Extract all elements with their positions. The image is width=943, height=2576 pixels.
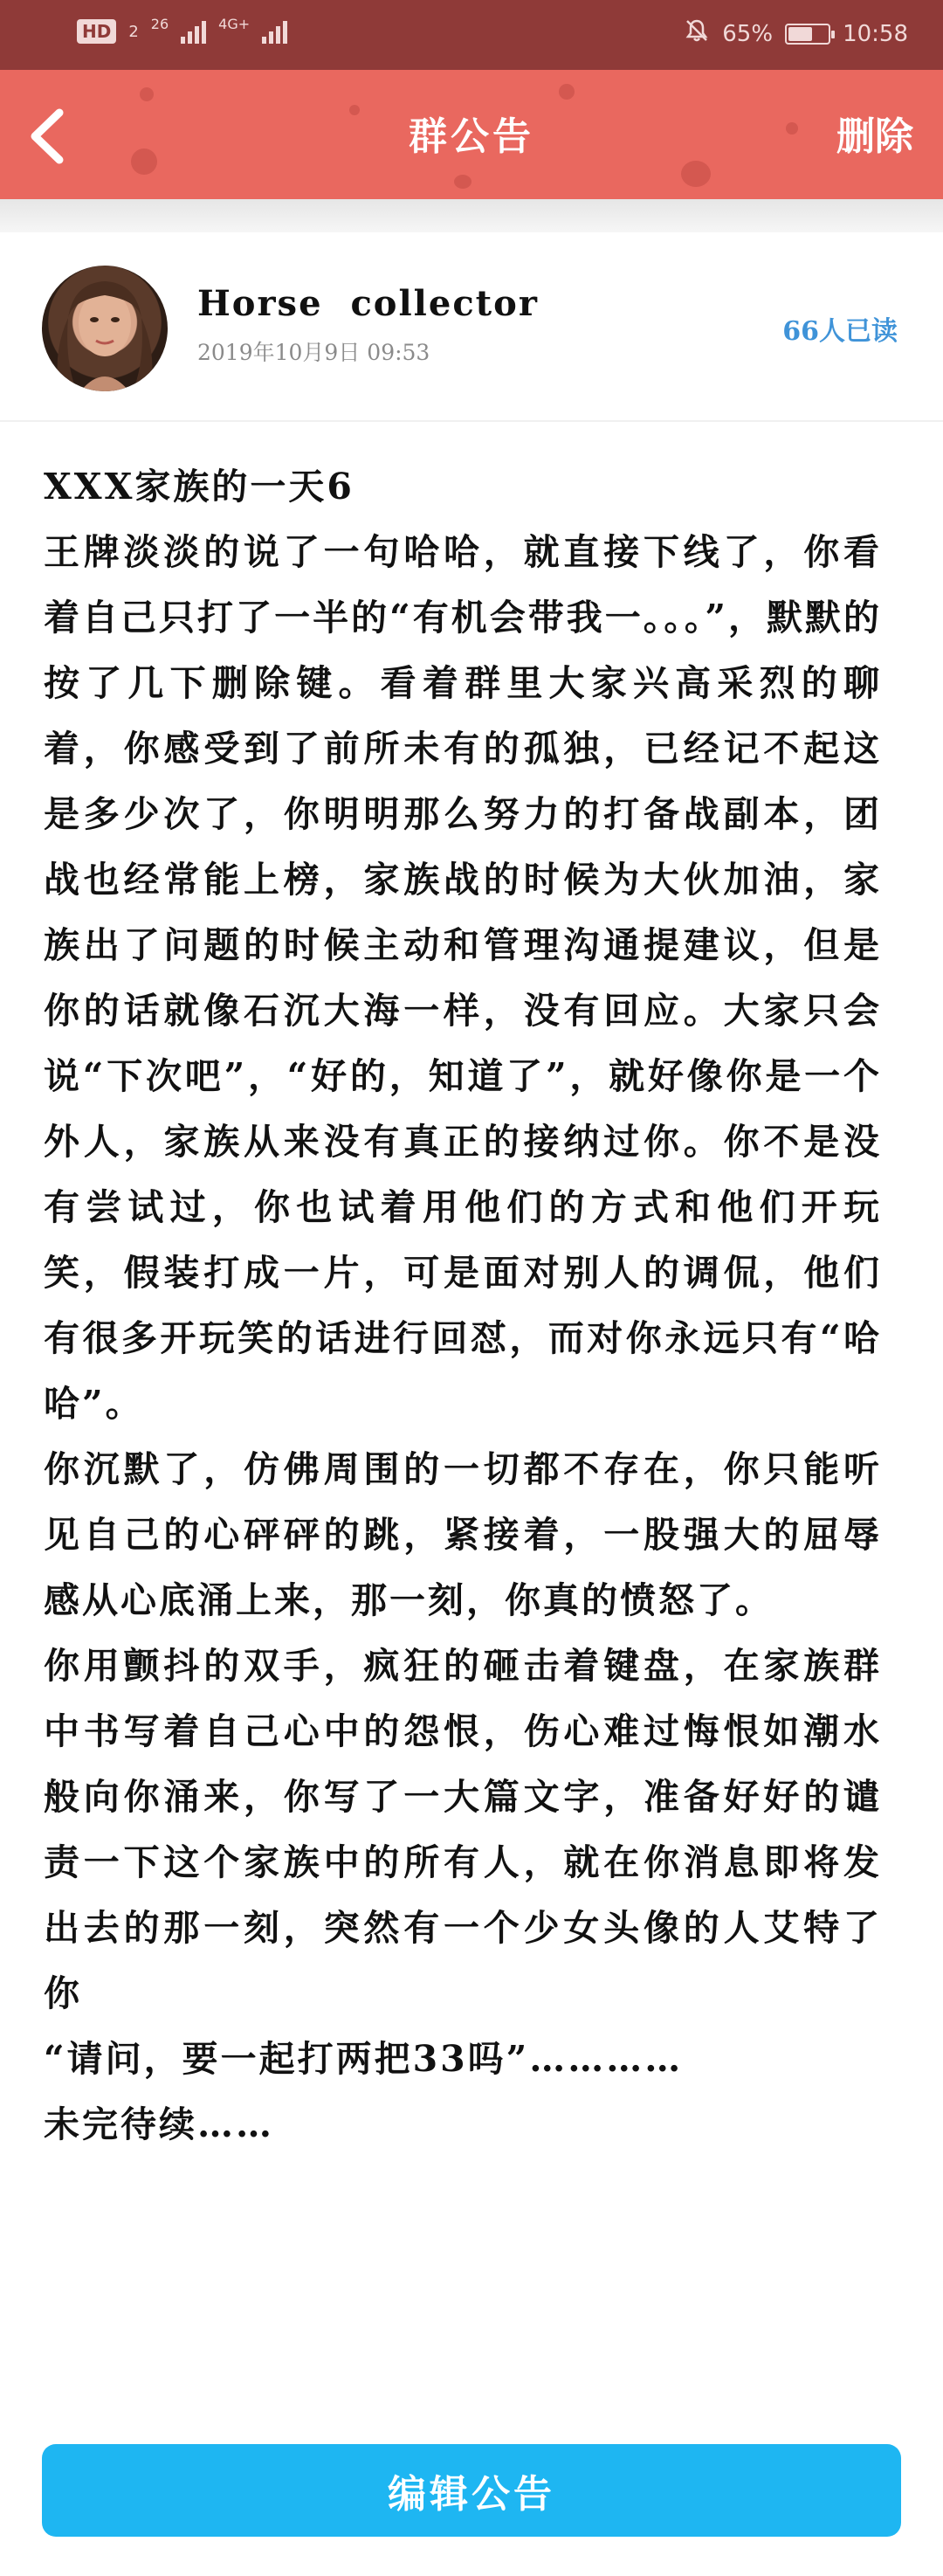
announcement-title: XXX家族的一天6 [44, 466, 354, 508]
signal-icon [181, 19, 206, 44]
announcement-content [44, 454, 882, 2158]
battery-icon [785, 24, 830, 45]
hd-badge: HD [77, 19, 116, 44]
bell-mute-icon [684, 17, 710, 50]
clock: 10:58 [843, 20, 908, 47]
header-decor [140, 87, 154, 101]
signal-2-label: 4G+ [218, 16, 251, 32]
announcement-paragraph: “请问，要一起打两把33吗”………… [44, 2038, 684, 2080]
post-time: 2019年10月9日 09:53 [197, 340, 430, 365]
announcement-paragraph: 未完待续…… [44, 2103, 274, 2145]
status-bar [0, 0, 943, 70]
hd-sub-label: 2 [128, 22, 139, 41]
read-count-link[interactable]: 66人已读 [782, 316, 898, 347]
avatar[interactable] [42, 266, 168, 391]
signal-icon [262, 19, 287, 44]
header-decor [454, 175, 472, 189]
battery-fill [788, 27, 812, 41]
announcement-paragraph: 你沉默了，仿佛周围的一切都不存在，你只能听见自己的心砰砰的跳，紧接着，一股强大的屈辱感从心底涌上来，那一刻，你真的愤怒了。 [44, 1448, 882, 1621]
header-bar [0, 70, 943, 199]
delete-button[interactable]: 删除 [836, 105, 913, 161]
announcement-paragraph: 你用颤抖的双手，疯狂的砸击着键盘，在家族群中书写着自己心中的怨恨，伤心难过悔恨如潮水般向你涌来，你写了一大篇文字，准备好好的谴责一下这个家族中的所有人，就在你消息即将发出去的那一刻，突然有一个少女头像的人艾特了你 [44, 1645, 882, 2014]
edit-announcement-button[interactable]: 编辑公告 [42, 2444, 901, 2537]
header-shadow [0, 199, 943, 232]
page-title: 群公告 [409, 114, 534, 159]
header-decor [681, 161, 711, 187]
signal-1-label: 26 [150, 16, 169, 32]
announcement-paragraph: 王牌淡淡的说了一句哈哈，就直接下线了，你看着自己只打了一半的“有机会带我一。。。”，默默的按了几下删除键。看着群里大家兴高采烈的聊着，你感受到了前所未有的孤独，已经记不起这是多少次了，你明明那么努力的打备战副本，团战也经常能上榜，家族战的时候为大伙加油，家族出了问题的时候主动和管理沟通提建议，但是你的话就像石沉大海一样，没有回应。大家只会说“下次吧”，“好的，知道了”，就好像你是一个外人，家族从来没有真正的接纳过你。你不是没有尝试过，你也试着用他们的方式和他们开玩笑，假装打成一片，可是面对别人的调侃，他们有很多开玩笑的话进行回怼，而对你永远只有“哈哈”。 [44, 531, 882, 1425]
battery-percent: 65% [722, 20, 774, 47]
author-name: Horse collector [197, 283, 539, 324]
header-decor [559, 84, 575, 100]
status-right [684, 17, 908, 50]
status-left [77, 16, 287, 44]
author-row [0, 232, 943, 422]
